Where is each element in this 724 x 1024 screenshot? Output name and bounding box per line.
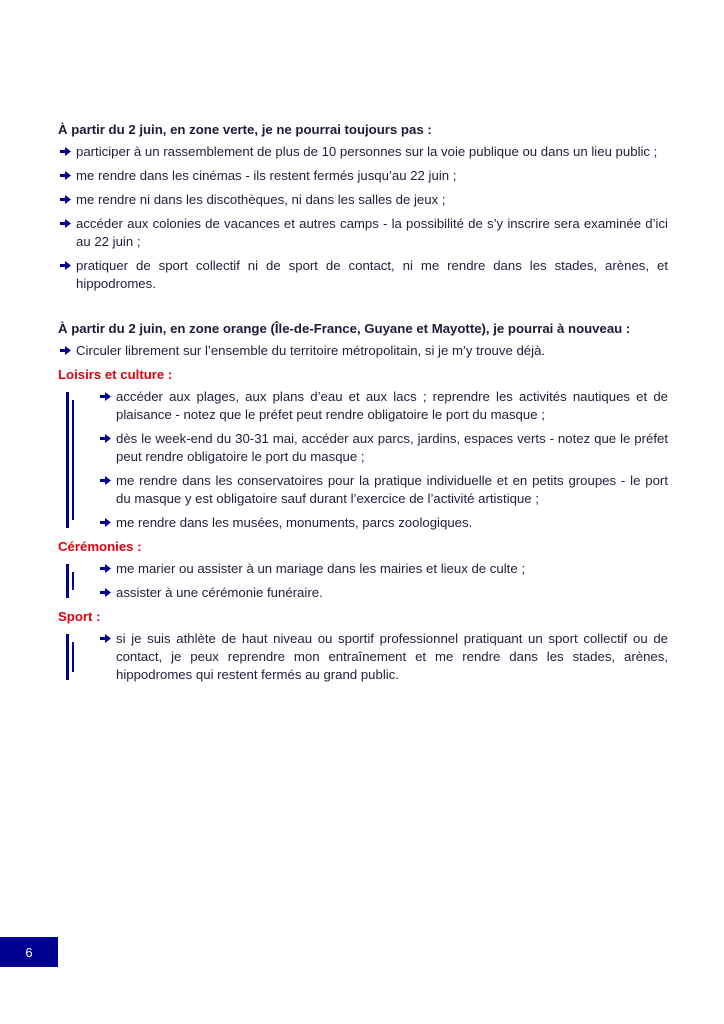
category-title: Loisirs et culture : <box>58 367 173 382</box>
list-item <box>98 560 668 578</box>
bullet-list <box>98 560 668 602</box>
arrow-right-icon <box>58 216 72 230</box>
page-number: 6 <box>0 937 58 967</box>
page-content <box>58 120 668 690</box>
section-heading: À partir du 2 juin, en zone orange (Île-de-France, Guyane et Mayotte), je pourrai à nouveau : <box>58 321 631 336</box>
list-item <box>58 191 668 209</box>
list-item <box>98 584 668 602</box>
list-item <box>58 167 668 185</box>
bullet-list <box>98 388 668 532</box>
arrow-right-icon <box>98 631 112 645</box>
list-item-text: me rendre ni dans les discothèques, ni dans les salles de jeux ; <box>76 192 446 207</box>
bullet-list <box>58 342 668 360</box>
category-block <box>58 388 668 532</box>
arrow-right-icon <box>58 343 72 357</box>
list-item <box>98 430 668 466</box>
vertical-bar-decoration <box>66 564 74 598</box>
bullet-list <box>58 143 668 293</box>
list-item <box>58 342 668 360</box>
arrow-right-icon <box>98 389 112 403</box>
list-item-text: accéder aux plages, aux plans d’eau et aux lacs ; reprendre les activités nautiques et de plaisance - notez que le préfet peut rendre obligatoire le port du masque ; <box>116 389 668 422</box>
list-item-text: participer à un rassemblement de plus de 10 personnes sur la voie publique ou dans un lieu public ; <box>76 144 658 159</box>
arrow-right-icon <box>98 431 112 445</box>
arrow-right-icon <box>58 258 72 272</box>
list-item <box>58 143 668 161</box>
list-item-text: me marier ou assister à un mariage dans les mairies et lieux de culte ; <box>116 561 525 576</box>
vertical-bar-decoration <box>66 634 74 680</box>
vertical-bar-decoration <box>66 392 74 528</box>
list-item-text: me rendre dans les cinémas - ils restent fermés jusqu’au 22 juin ; <box>76 168 457 183</box>
list-item-text: assister à une cérémonie funéraire. <box>116 585 323 600</box>
list-item <box>98 514 668 532</box>
arrow-right-icon <box>58 144 72 158</box>
list-item-text: pratiquer de sport collectif ni de sport de contact, ni me rendre dans les stades, arènes, et hippodromes. <box>76 258 668 291</box>
category-title: Sport : <box>58 609 101 624</box>
list-item-text: me rendre dans les musées, monuments, parcs zoologiques. <box>116 515 473 530</box>
list-item-text: Circuler librement sur l’ensemble du territoire métropolitain, si je m’y trouve déjà. <box>76 343 546 358</box>
arrow-right-icon <box>98 561 112 575</box>
list-item-text: dès le week-end du 30-31 mai, accéder aux parcs, jardins, espaces verts - notez que le préfet peut rendre obligatoire le port du masque ; <box>116 431 668 464</box>
arrow-right-icon <box>58 168 72 182</box>
list-item <box>58 257 668 293</box>
arrow-right-icon <box>98 473 112 487</box>
category-groups <box>58 366 668 684</box>
list-item-text: si je suis athlète de haut niveau ou sportif professionnel pratiquant un sport collectif ou de contact, je peux reprendre mon entraînement et me rendre dans les stades, arènes, hippodromes qui restent fermés au grand public. <box>116 631 668 682</box>
category-title: Cérémonies : <box>58 539 142 554</box>
section-heading: À partir du 2 juin, en zone verte, je ne pourrai toujours pas : <box>58 122 432 137</box>
category-block <box>58 630 668 684</box>
arrow-right-icon <box>98 515 112 529</box>
bullet-list <box>98 630 668 684</box>
list-item-text: me rendre dans les conservatoires pour la pratique individuelle et en petits groupes - le port du masque y est obligatoire sauf durant l’exercice de l’activité artistique ; <box>116 473 668 506</box>
section-green <box>58 120 668 293</box>
list-item <box>98 472 668 508</box>
list-item <box>98 630 668 684</box>
list-item <box>98 388 668 424</box>
list-item-text: accéder aux colonies de vacances et autres camps - la possibilité de s’y inscrire sera examinée d’ici au 22 juin ; <box>76 216 668 249</box>
arrow-right-icon <box>98 585 112 599</box>
section-orange <box>58 319 668 684</box>
category-block <box>58 560 668 602</box>
arrow-right-icon <box>58 192 72 206</box>
list-item <box>58 215 668 251</box>
